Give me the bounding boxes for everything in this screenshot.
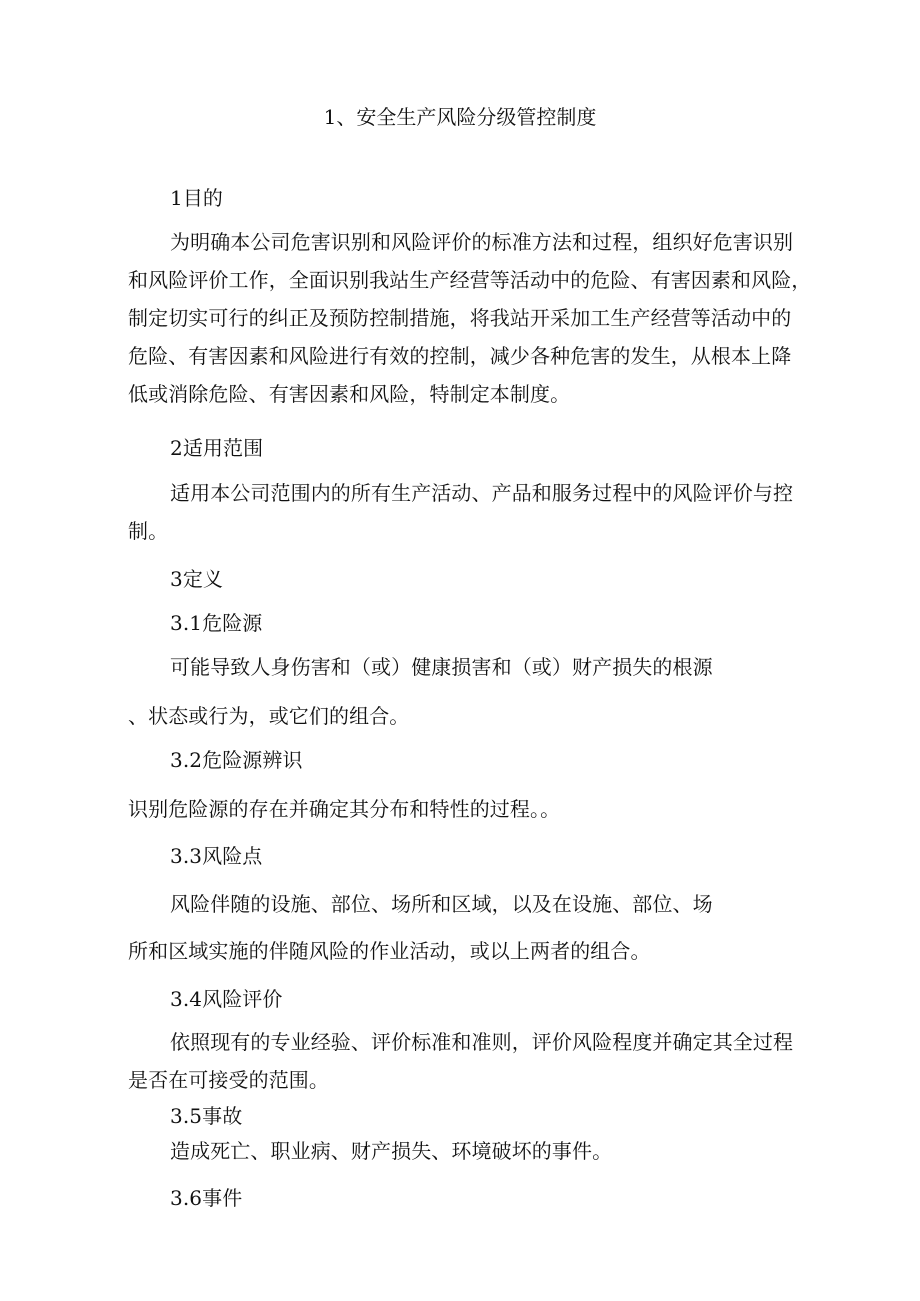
paragraph-line: 所和区域实施的伴随风险的作业活动，或以上两者的组合。 xyxy=(128,939,651,963)
section-heading-purpose: 1目的 xyxy=(170,186,224,210)
subsection-heading: 3.3风险点 xyxy=(170,844,263,868)
paragraph-line: 是否在可接受的范围。 xyxy=(128,1068,329,1092)
paragraph-line: 和风险评价工作，全面识别我站生产经营等活动中的危险、有害因素和风险， xyxy=(128,268,812,292)
paragraph-line: 风险伴随的设施、部位、场所和区域，以及在设施、部位、场 xyxy=(170,892,713,916)
paragraph-line: 制定切实可行的纠正及预防控制措施，将我站开采加工生产经营等活动中的 xyxy=(128,306,792,330)
paragraph-line: 识别危险源的存在并确定其分布和特性的过程。。 xyxy=(128,797,561,821)
paragraph-line: 造成死亡、职业病、财产损失、环境破坏的事件。 xyxy=(170,1139,613,1163)
paragraph-line: 制。 xyxy=(128,519,169,543)
subsection-heading: 3.5事故 xyxy=(170,1104,243,1128)
paragraph-line: 可能导致人身伤害和（或）健康损害和（或）财产损失的根源 xyxy=(170,655,713,679)
paragraph-line: 、状态或行为，或它们的组合。 xyxy=(128,704,410,728)
paragraph-line: 依照现有的专业经验、评价标准和准则，评价风险程度并确定其全过程 xyxy=(170,1030,794,1054)
paragraph-line: 为明确本公司危害识别和风险评价的标准方法和过程，组织好危害识别 xyxy=(170,230,794,254)
document-title: 1、安全生产风险分级管控制度 xyxy=(323,105,597,129)
paragraph-line: 危险、有害因素和风险进行有效的控制，减少各种危害的发生，从根本上降 xyxy=(128,344,792,368)
subsection-heading: 3.1危险源 xyxy=(170,611,263,635)
paragraph-line: 适用本公司范围内的所有生产活动、产品和服务过程中的风险评价与控 xyxy=(170,481,794,505)
subsection-heading: 3.4风险评价 xyxy=(170,987,283,1011)
subsection-heading: 3.6事件 xyxy=(170,1186,243,1210)
section-heading-definitions: 3定义 xyxy=(170,567,224,591)
subsection-heading: 3.2危险源辨识 xyxy=(170,748,303,772)
section-heading-scope: 2适用范围 xyxy=(170,436,264,460)
paragraph-line: 低或消除危险、有害因素和风险，特制定本制度。 xyxy=(128,382,571,406)
